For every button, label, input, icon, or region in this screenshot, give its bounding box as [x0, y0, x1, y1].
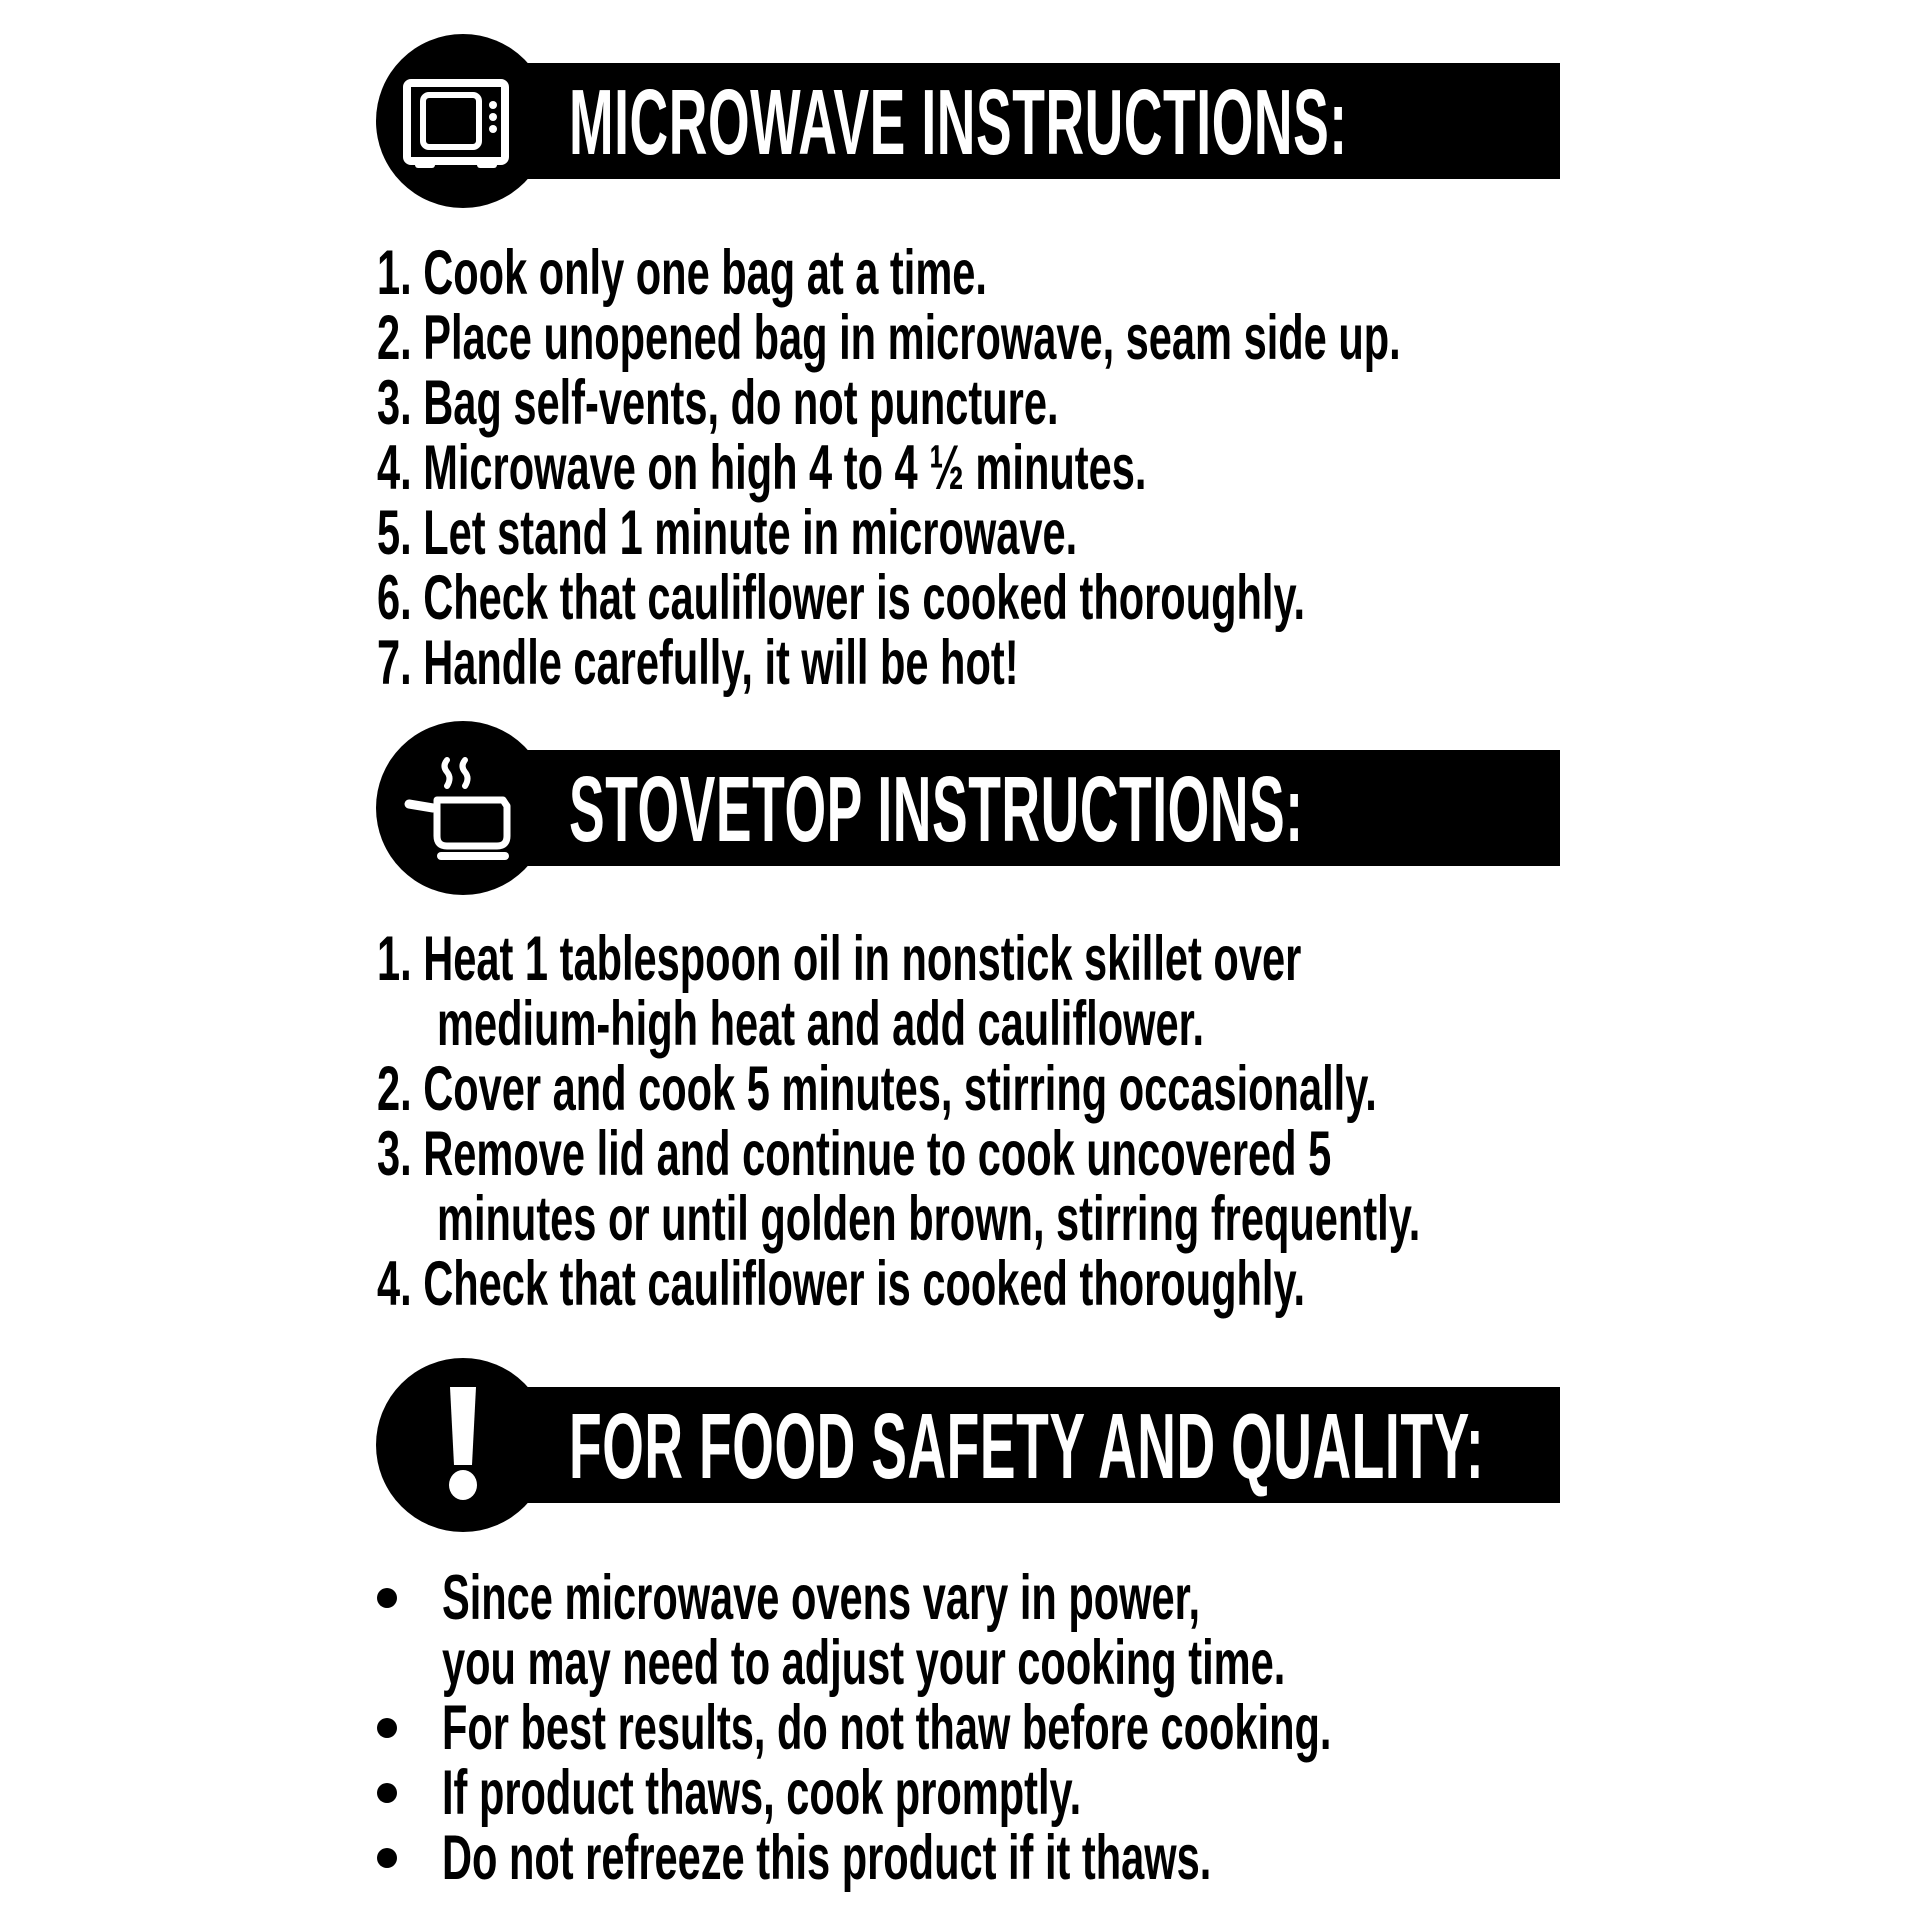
step-number: 3.	[377, 368, 412, 438]
bullet-text: For best results, do not thaw before cooking.	[442, 1693, 1332, 1763]
step-text: Let stand 1 minute in microwave.	[423, 498, 1078, 568]
header-icon-circle	[376, 34, 550, 208]
step-number: 6.	[377, 563, 412, 633]
microwave-section-header	[376, 34, 1560, 208]
step-number: 1.	[377, 238, 412, 308]
step-text: Check that cauliflower is cooked thoroughly.	[423, 563, 1306, 633]
bullet-icon	[377, 1718, 397, 1738]
bullet-text: Do not refreeze this product if it thaws.	[442, 1823, 1212, 1893]
step-text: Heat 1 tablespoon oil in nonstick skillet over	[423, 924, 1302, 994]
safety-section-header	[376, 1358, 1560, 1532]
microwave-icon	[403, 61, 523, 181]
step-text: Cover and cook 5 minutes, stirring occasionally.	[423, 1054, 1377, 1124]
step-text: minutes or until golden brown, stirring frequently.	[437, 1184, 1421, 1254]
bullet-text: If product thaws, cook promptly.	[442, 1758, 1082, 1828]
step-text: medium-high heat and add cauliflower.	[437, 989, 1205, 1059]
step-text: Handle carefully, it will be hot!	[423, 628, 1019, 698]
step-number: 7.	[377, 628, 412, 698]
header-icon-circle	[376, 721, 550, 895]
section-title: STOVETOP INSTRUCTIONS:	[569, 757, 1304, 861]
bullet-icon	[377, 1783, 397, 1803]
step-number: 5.	[377, 498, 412, 568]
section-title: FOR FOOD SAFETY AND QUALITY:	[569, 1394, 1485, 1498]
stovetop-section-header	[376, 721, 1560, 895]
exclamation-icon	[403, 1385, 523, 1505]
step-text: Remove lid and continue to cook uncovered 5	[423, 1119, 1332, 1189]
step-number: 3.	[377, 1119, 412, 1189]
step-text: Bag self-vents, do not puncture.	[423, 368, 1059, 438]
steaming-pot-icon	[403, 748, 523, 868]
bullet-icon	[377, 1588, 397, 1608]
bullet-text: Since microwave ovens vary in power,	[442, 1563, 1201, 1633]
step-number: 4.	[377, 433, 412, 503]
bullet-icon	[377, 1848, 397, 1868]
step-text: Place unopened bag in microwave, seam side up.	[423, 303, 1401, 373]
header-icon-circle	[376, 1358, 550, 1532]
step-text: Check that cauliflower is cooked thoroughly.	[423, 1249, 1306, 1319]
step-text: Microwave on high 4 to 4 ½ minutes.	[423, 433, 1147, 503]
bullet-text: you may need to adjust your cooking time.	[442, 1628, 1286, 1698]
step-number: 4.	[377, 1249, 412, 1319]
step-number: 2.	[377, 1054, 412, 1124]
step-text: Cook only one bag at a time.	[423, 238, 987, 308]
step-number: 2.	[377, 303, 412, 373]
step-number: 1.	[377, 924, 412, 994]
section-title: MICROWAVE INSTRUCTIONS:	[569, 70, 1348, 174]
